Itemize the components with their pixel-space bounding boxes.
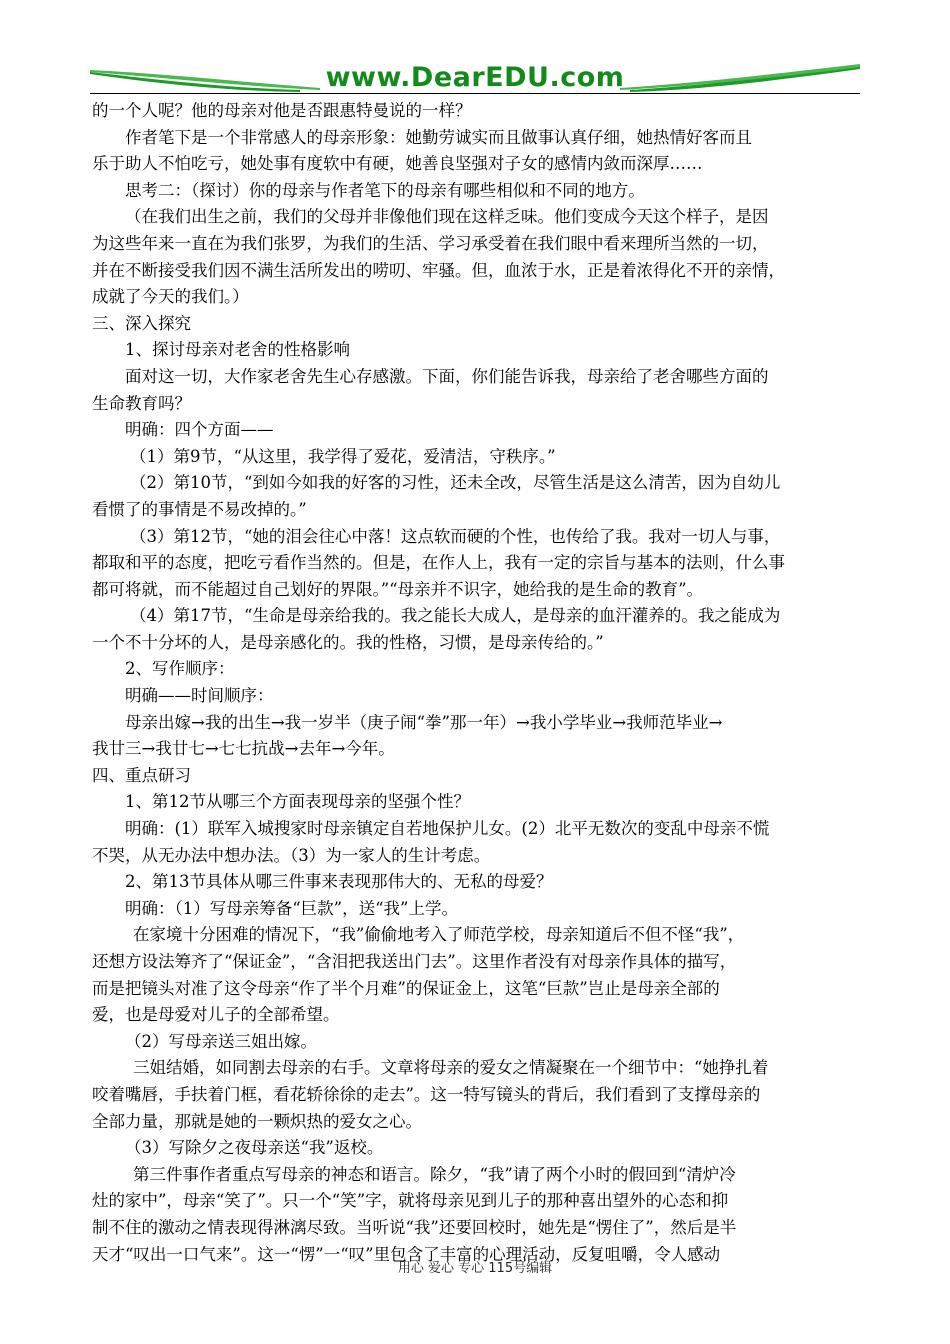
text-line: 2、第13节具体从哪三件事来表现那伟大的、无私的母爱？: [125, 872, 553, 892]
header-divider: [90, 93, 860, 94]
text-line: （3）第12节，“她的泪会往心中落！这点软而硬的个性，也传给了我。我对一切人与事，: [130, 526, 781, 546]
text-line: （1）第9节，“从这里，我学得了爱花，爱清洁，守秩序。”: [130, 446, 556, 466]
text-line: （4）第17节，“生命是母亲给我的。我之能长大成人，是母亲的血汗灌养的。我之能成为: [130, 606, 781, 626]
text-line: 不哭，从无办法中想办法。（3）为一家人的生计考虑。: [92, 845, 491, 865]
text-line: 我廿三→我廿七→七七抗战→去年→今年。: [92, 739, 395, 759]
text-line: 都取和平的态度，把吃亏看作当然的。但是，在作人上，我有一定的宗旨与基本的法则，什么事: [92, 553, 785, 573]
text-line: （在我们出生之前，我们的父母并非像他们现在这样乏味。他们变成今天这个样子，是因: [125, 207, 769, 227]
text-line: 爱，也是母爱对儿子的全部希望。: [92, 1005, 340, 1025]
text-line: 1、探讨母亲对老舍的性格影响: [125, 340, 350, 360]
text-line: 2、写作顺序：: [125, 659, 235, 679]
text-line: 而是把镜头对准了这令母亲“作了半个月难”的保证金上，这笔“巨款”岂止是母亲全部的: [92, 978, 720, 998]
text-line: 1、第12节从哪三个方面表现母亲的坚强个性？: [125, 792, 470, 812]
text-line: 明确：（1）写母亲筹备“巨款”，送“我”上学。: [125, 898, 458, 918]
document-body: [92, 98, 860, 1268]
text-line: 面对这一切，大作家老舍先生心存感激。下面，你们能告诉我，母亲给了老舍哪些方面的: [125, 366, 769, 386]
text-line: 第三件事作者重点写母亲的神态和语言。除夕，“我”请了两个小时的假回到“清炉冷: [133, 1164, 736, 1184]
text-line: （3）写除夕之夜母亲送“我”返校。: [125, 1138, 384, 1158]
text-line: 全部力量，那就是她的一颗炽热的爱女之心。: [92, 1111, 422, 1131]
text-line: 的一个人呢？他的母亲对他是否跟惠特曼说的一样？: [92, 101, 472, 120]
text-line: 成就了今天的我们。）: [92, 287, 249, 307]
text-line: 在家境十分困难的情况下，“我”偷偷地考入了师范学校，母亲知道后不但不怪“我”，: [133, 925, 745, 945]
text-line: 一个不十分坏的人，是母亲感化的。我的性格，习惯，是母亲传给的。”: [92, 632, 604, 652]
text-line: 还想方设法筹齐了“保证金”，“含泪把我送出门去”。这里作者没有对母亲作具体的描写，: [92, 952, 737, 971]
text-line: 三、深入探究: [92, 313, 191, 333]
site-logo-text[interactable]: www.DearEDU.com: [325, 62, 625, 93]
text-line: 生命教育吗？: [92, 393, 191, 413]
text-line: 咬着嘴唇，手扶着门框，看花轿徐徐的走去”。这一特写镜头的背后，我们看到了支撑母亲的: [92, 1084, 761, 1104]
text-line: 都可将就，而不能超过自己划好的界限。”“母亲并不识字，她给我的是生命的教育”。: [92, 579, 704, 599]
text-line: 明确：(1）联军入城搜家时母亲镇定自若地保护儿女。(2）北平无数次的变乱中母亲不慌: [125, 819, 770, 839]
text-line: 为这些年来一直在为我们张罗，为我们的生活、学习承受着在我们眼中看来理所当然的一切，: [92, 233, 769, 253]
text-line: 乐于助人不怕吃亏，她处事有度软中有硬，她善良坚强对子女的感情内敛而深厚……: [92, 154, 703, 174]
site-header-banner: [90, 58, 860, 98]
text-line: 作者笔下是一个非常感人的母亲形象：她勤劳诚实而且做事认真仔细，她热情好客而且: [125, 127, 752, 147]
text-line: 灶的家中”，母亲“笑了”。只一个“笑”字，就将母亲见到儿子的那种喜出望外的心态和抑: [92, 1191, 729, 1211]
text-line: （2）写母亲送三姐出嫁。: [125, 1031, 317, 1051]
text-line: 看惯了的事情是不易改掉的。”: [92, 499, 307, 519]
text-line: 四、重点研习: [92, 765, 191, 785]
text-line: 制不住的激动之情表现得淋漓尽致。当听说“我”还要回校时，她先是“愣住了”，然后是半: [92, 1217, 737, 1237]
text-line: 天才“叹出一口气来”。这一“愣”一“叹”里包含了丰富的心理活动，反复咀嚼，令人感动: [92, 1244, 721, 1264]
text-line: 母亲出嫁→我的出生→我一岁半（庚子闹“拳”那一年）→我小学毕业→我师范毕业→: [125, 712, 723, 732]
text-line: 三姐结婚，如同割去母亲的右手。文章将母亲的爱女之情凝聚在一个细节中：“她挣扎着: [133, 1058, 769, 1078]
page-footer: 用心 爱心 专心 115号编辑: [397, 1261, 553, 1276]
text-line: 并在不断接受我们因不满生活所发出的唠叨、牢骚。但，血浓于水，正是着浓得化不开的亲情，: [92, 260, 785, 280]
text-line: （2）第10节，“到如今如我的好客的习性，还未全改，尽管生活是这么清苦，因为自幼儿: [130, 473, 781, 493]
text-line: 明确：四个方面——: [125, 420, 274, 440]
text-line: 明确——时间顺序：: [125, 686, 274, 706]
text-line: 思考二：（探讨）你的母亲与作者笔下的母亲有哪些相似和不同的地方。: [125, 180, 645, 200]
